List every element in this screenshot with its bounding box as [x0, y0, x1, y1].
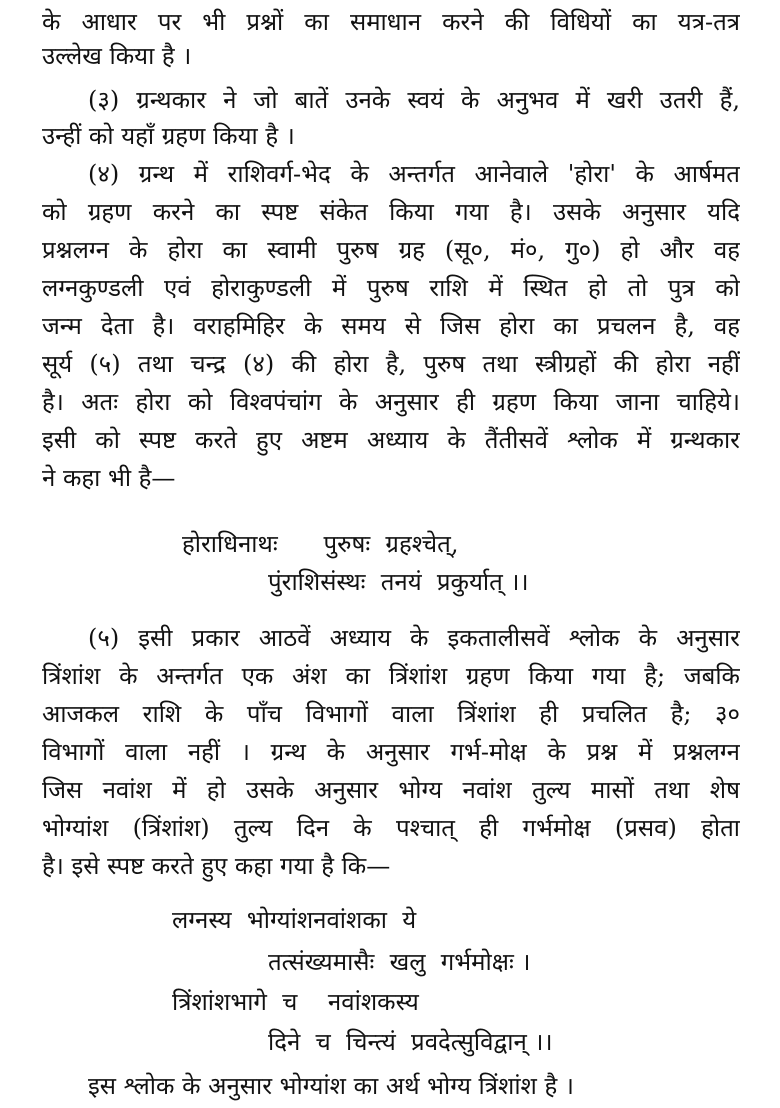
text-line: को ग्रहण करने का स्पष्ट संकेत किया गया है। उसके अनुसार यदि: [42, 198, 740, 226]
verse-line: लग्नस्य भोग्यांशनवांशका ये: [172, 906, 417, 934]
text-line: आजकल राशि के पाँच विभागों वाला त्रिंशांश ही प्रचलित है; ३०: [42, 700, 740, 728]
text-line: जन्म देता है। वराहमिहिर के समय से जिस होरा का प्रचलन है, वह: [42, 312, 740, 340]
verse-line: पुंराशिसंस्थः तनयं प्रकुर्यात् ।।: [268, 568, 529, 596]
text-line: (३) ग्रन्थकार ने जो बातें उनके स्वयं के अनुभव में खरी उतरी हैं,: [88, 86, 740, 114]
verse-line: त्रिंशांशभागे च नवांशकस्य: [172, 988, 419, 1016]
text-line: इस श्लोक के अनुसार भोग्यांश का अर्थ भोग्य त्रिंशांश है ।: [88, 1072, 574, 1100]
verse-line: होराधिनाथः पुरुषः ग्रहश्चेत्,: [182, 530, 459, 558]
text-line: है। अतः होरा को विश्वपंचांग के अनुसार ही ग्रहण किया जाना चाहिये।: [42, 388, 740, 416]
text-line: (४) ग्रन्थ में राशिवर्ग-भेद के अन्तर्गत आनेवाले 'होरा' के आर्षमत: [88, 160, 740, 188]
verse-line: तत्संख्यमासैः खलु गर्भमोक्षः ।: [268, 948, 531, 976]
text-line: उल्लेख किया है ।: [42, 42, 192, 70]
text-line: विभागों वाला नहीं । ग्रन्थ के अनुसार गर्भ-मोक्ष के प्रश्न में प्रश्नलग्न: [42, 738, 740, 766]
text-line: जिस नवांश में हो उसके अनुसार भोग्य नवांश तुल्य मासों तथा शेष: [42, 776, 740, 804]
text-line: लग्नकुण्डली एवं होराकुण्डली में पुरुष राशि में स्थित हो तो पुत्र को: [42, 274, 740, 302]
text-line: सूर्य (५) तथा चन्द्र (४) की होरा है, पुरुष तथा स्त्रीग्रहों की होरा नहीं: [42, 350, 740, 378]
text-line: भोग्यांश (त्रिंशांश) तुल्य दिन के पश्चात् ही गर्भमोक्ष (प्रसव) होता: [42, 814, 740, 842]
text-line: प्रश्नलग्न के होरा का स्वामी पुरुष ग्रह (सू०, मं०, गु०) हो और वह: [42, 236, 740, 264]
text-line: ने कहा भी है—: [42, 464, 176, 492]
text-line: इसी को स्पष्ट करते हुए अष्टम अध्याय के तैंतीसवें श्लोक में ग्रन्थकार: [42, 426, 740, 454]
text-line: के आधार पर भी प्रश्नों का समाधान करने की विधियों का यत्र-तत्र: [42, 8, 740, 36]
text-line: (५) इसी प्रकार आठवें अध्याय के इकतालीसवें श्लोक के अनुसार: [88, 624, 740, 652]
text-line: त्रिंशांश के अन्तर्गत एक अंश का त्रिंशांश ग्रहण किया गया है; जबकि: [42, 662, 740, 690]
verse-line: दिने च चिन्त्यं प्रवदेत्सुविद्वान् ।।: [268, 1028, 553, 1056]
text-line: है। इसे स्पष्ट करते हुए कहा गया है कि—: [42, 852, 391, 880]
text-line: उन्हीं को यहाँ ग्रहण किया है ।: [42, 122, 295, 150]
